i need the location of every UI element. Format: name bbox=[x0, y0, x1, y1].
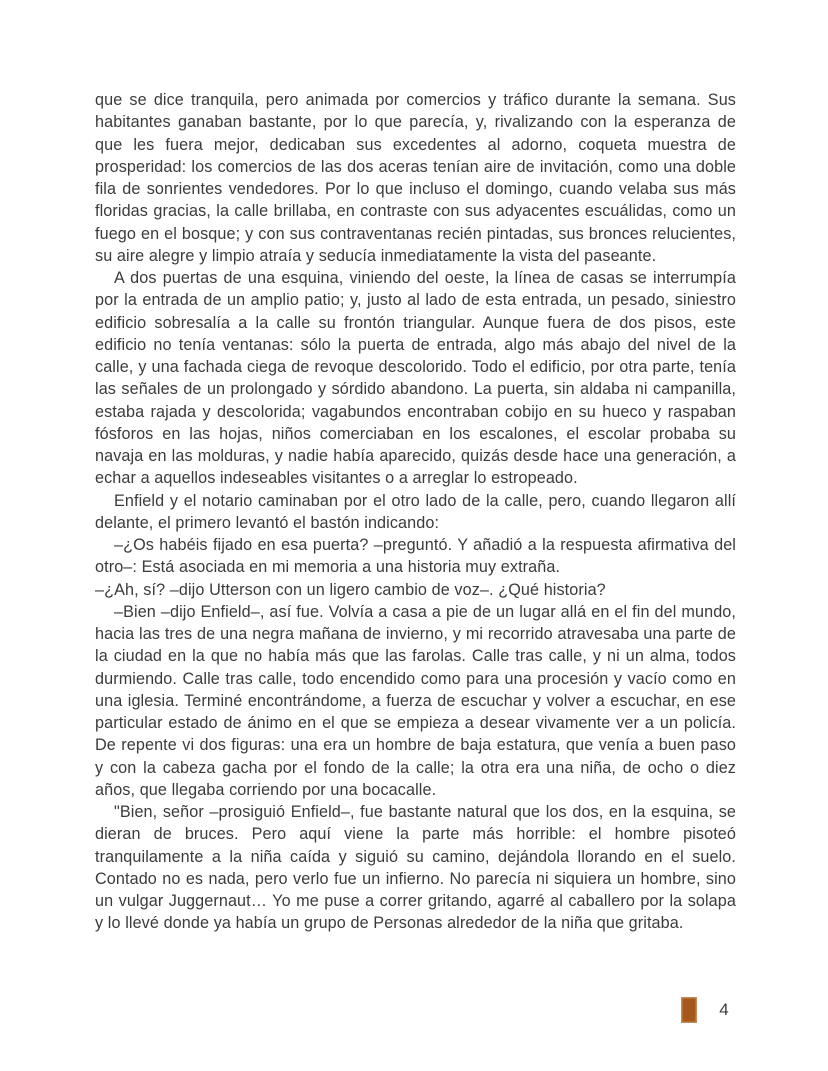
paragraph: –¿Ah, sí? –dijo Utterson con un ligero cambio de voz–. ¿Qué historia? bbox=[95, 580, 606, 599]
page-number: 4 bbox=[719, 1000, 729, 1019]
paragraph: Enfield y el notario caminaban por el otro lado de la calle, pero, cuando llegaron allí delante, el primero levantó el bastón indicando: bbox=[95, 491, 736, 532]
paragraph: A dos puertas de una esquina, viniendo del oeste, la línea de casas se interrumpía por la entrada de un amplio patio; y, justo al lado de esta entrada, un pesado, siniestro edificio sobresalía a la calle su frontón triangular. Aunque fuera de dos pisos, este edificio no tenía ventanas: sólo la puerta de entrada, algo más abajo del nivel de la calle, y una fachada ciega de revoque descolorido. Todo el edificio, por otra parte, tenía las señales de un prolongado y sórdido abandono. La puerta, sin aldaba ni campanilla, estaba rajada y descolorida; vagabundos encontraban cobijo en su hueco y raspaban fósforos en las hojas, niños comerciaban en los escalones, el escolar probaba su navaja en las molduras, y nadie había aparecido, quizás desde hace una generación, a echar a aquellos indeseables visitantes o a arreglar lo estropeado. bbox=[95, 269, 736, 488]
page-text-block bbox=[95, 89, 736, 935]
paragraph: –Bien –dijo Enfield–, así fue. Volvía a casa a pie de un lugar allá en el fin del mundo, hacia las tres de una negra mañana de invierno, y mi recorrido atravesaba una parte de la ciudad en la que no había más que las farolas. Calle tras calle, y ni un alma, todos durmiendo. Calle tras calle, todo encendido como para una procesión y vacío como en una iglesia. Terminé encontrándome, a fuerza de escuchar y volver a escuchar, en ese particular estado de ánimo en el que se empieza a desear vivamente ver a un policía. De repente vi dos figuras: una era un hombre de baja estatura, que venía a buen paso y con la cabeza gacha por el fondo de la calle; la otra era una niña, de ocho o diez años, que llegaba corriendo por una bocacalle. bbox=[95, 602, 736, 799]
paragraph: –¿Os habéis fijado en esa puerta? –preguntó. Y añadió a la respuesta afirmativa del otro–: Está asociada en mi memoria a una historia muy extraña. bbox=[95, 536, 736, 577]
paragraph: que se dice tranquila, pero animada por comercios y tráfico durante la semana. Sus habitantes ganaban bastante, por lo que parecía, y, rivalizando con la esperanza de que les fuera mejor, dedicaban sus excedentes al adorno, coqueta muestra de prosperidad: los comercios de las dos aceras tenían aire de invitación, como una doble fila de sonrientes vendedores. Por lo que incluso el domingo, cuando velaba sus más floridas gracias, la calle brillaba, en contraste con sus adyacentes escuálidas, como un fuego en el bosque; y con sus contraventanas recién pintadas, sus bronces relucientes, su aire alegre y limpio atraía y seducía inmediatamente la vista del paseante. bbox=[95, 91, 736, 265]
section-marker-icon bbox=[681, 997, 697, 1023]
page-footer bbox=[0, 994, 828, 1026]
paragraph: "Bien, señor –prosiguió Enfield–, fue bastante natural que los dos, en la esquina, se dieran de bruces. Pero aquí viene la parte más horrible: el hombre pisoteó tranquilamente a la niña caída y siguió su camino, dejándola llorando en el suelo. Contado no es nada, pero verlo fue un infierno. No parecía ni siquiera un hombre, sino un vulgar Juggernaut… Yo me puse a correr gritando, agarré al caballero por la solapa y lo llevé donde ya había un grupo de Personas alrededor de la niña que gritaba. bbox=[95, 803, 736, 933]
